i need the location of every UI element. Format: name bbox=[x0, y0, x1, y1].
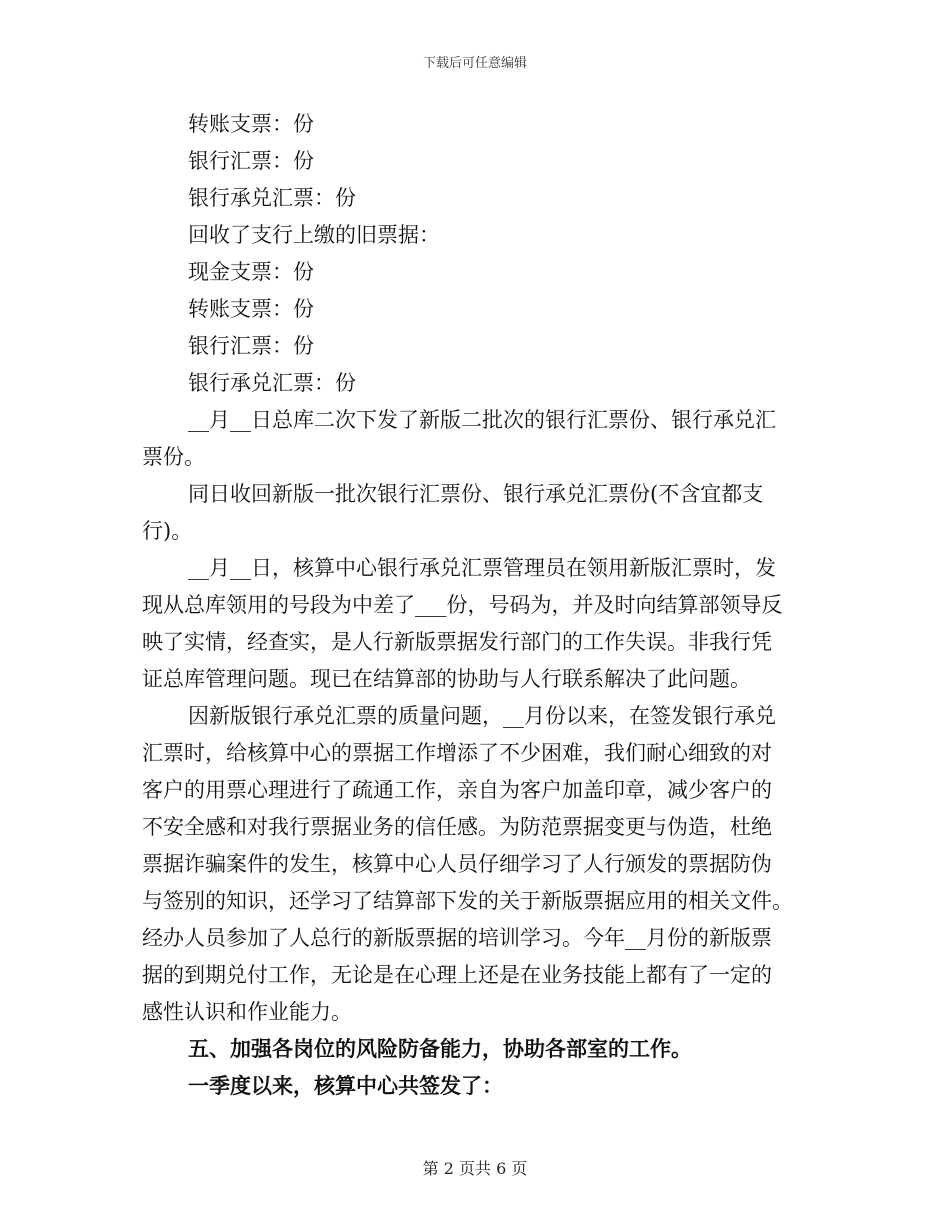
paragraph-line: 不安全感和对我行票据业务的信任感。为防范票据变更与伪造，杜绝 bbox=[142, 815, 772, 839]
paragraph-line: 因新版银行承兑汇票的质量问题，__月份以来，在签发银行承兑 bbox=[188, 704, 776, 728]
text-line: 转账支票：份 bbox=[188, 297, 314, 321]
paragraph-line: 与签别的知识，还学习了结算部下发的关于新版票据应用的相关文件。 bbox=[142, 889, 793, 913]
paragraph-line: __月__日总库二次下发了新版二批次的银行汇票份、银行承兑汇 bbox=[188, 408, 776, 432]
paragraph-line: 票据诈骗案件的发生，核算中心人员仔细学习了人行颁发的票据防伪 bbox=[142, 852, 772, 876]
document-body bbox=[142, 106, 818, 1105]
text-line: 银行承兑汇票：份 bbox=[188, 186, 356, 210]
page-header: 下载后可任意编辑 bbox=[422, 56, 527, 71]
page-number-footer: 第 2 页共 6 页 bbox=[422, 1159, 528, 1178]
paragraph-line: __月__日，核算中心银行承兑汇票管理员在领用新版汇票时，发 bbox=[188, 556, 776, 580]
paragraph-line: 同日收回新版一批次银行汇票份、银行承兑汇票份(不含宜都支 bbox=[188, 482, 764, 506]
text-line: 转账支票：份 bbox=[188, 112, 314, 136]
paragraph-line: 映了实情，经查实，是人行新版票据发行部门的工作失误。非我行凭 bbox=[142, 630, 772, 654]
paragraph-line: 行)。 bbox=[142, 519, 193, 543]
text-line: 现金支票：份 bbox=[188, 260, 314, 284]
text-line: 银行承兑汇票：份 bbox=[188, 371, 356, 395]
text-line: 银行汇票：份 bbox=[188, 334, 314, 358]
paragraph-line: 现从总库领用的号段为中差了___份，号码为，并及时向结算部领导反 bbox=[142, 593, 783, 617]
paragraph-line: 证总库管理问题。现已在结算部的协助与人行联系解决了此问题。 bbox=[142, 667, 751, 691]
paragraph-line: 汇票时，给核算中心的票据工作增添了不少困难，我们耐心细致的对 bbox=[142, 741, 772, 765]
paragraph-line: 感性认识和作业能力。 bbox=[142, 1000, 352, 1024]
text-line: 银行汇票：份 bbox=[188, 149, 314, 173]
subsection-heading: 一季度以来，核算中心共签发了： bbox=[188, 1074, 503, 1098]
text-line: 回收了支行上缴的旧票据： bbox=[188, 223, 440, 247]
section-heading: 五、加强各岗位的风险防备能力，协助各部室的工作。 bbox=[188, 1037, 692, 1061]
paragraph-line: 据的到期兑付工作，无论是在心理上还是在业务技能上都有了一定的 bbox=[142, 963, 772, 987]
paragraph-line: 票份。 bbox=[142, 445, 205, 469]
paragraph-line: 客户的用票心理进行了疏通工作，亲自为客户加盖印章，减少客户的 bbox=[142, 778, 772, 802]
paragraph-line: 经办人员参加了人总行的新版票据的培训学习。今年__月份的新版票 bbox=[142, 926, 772, 950]
